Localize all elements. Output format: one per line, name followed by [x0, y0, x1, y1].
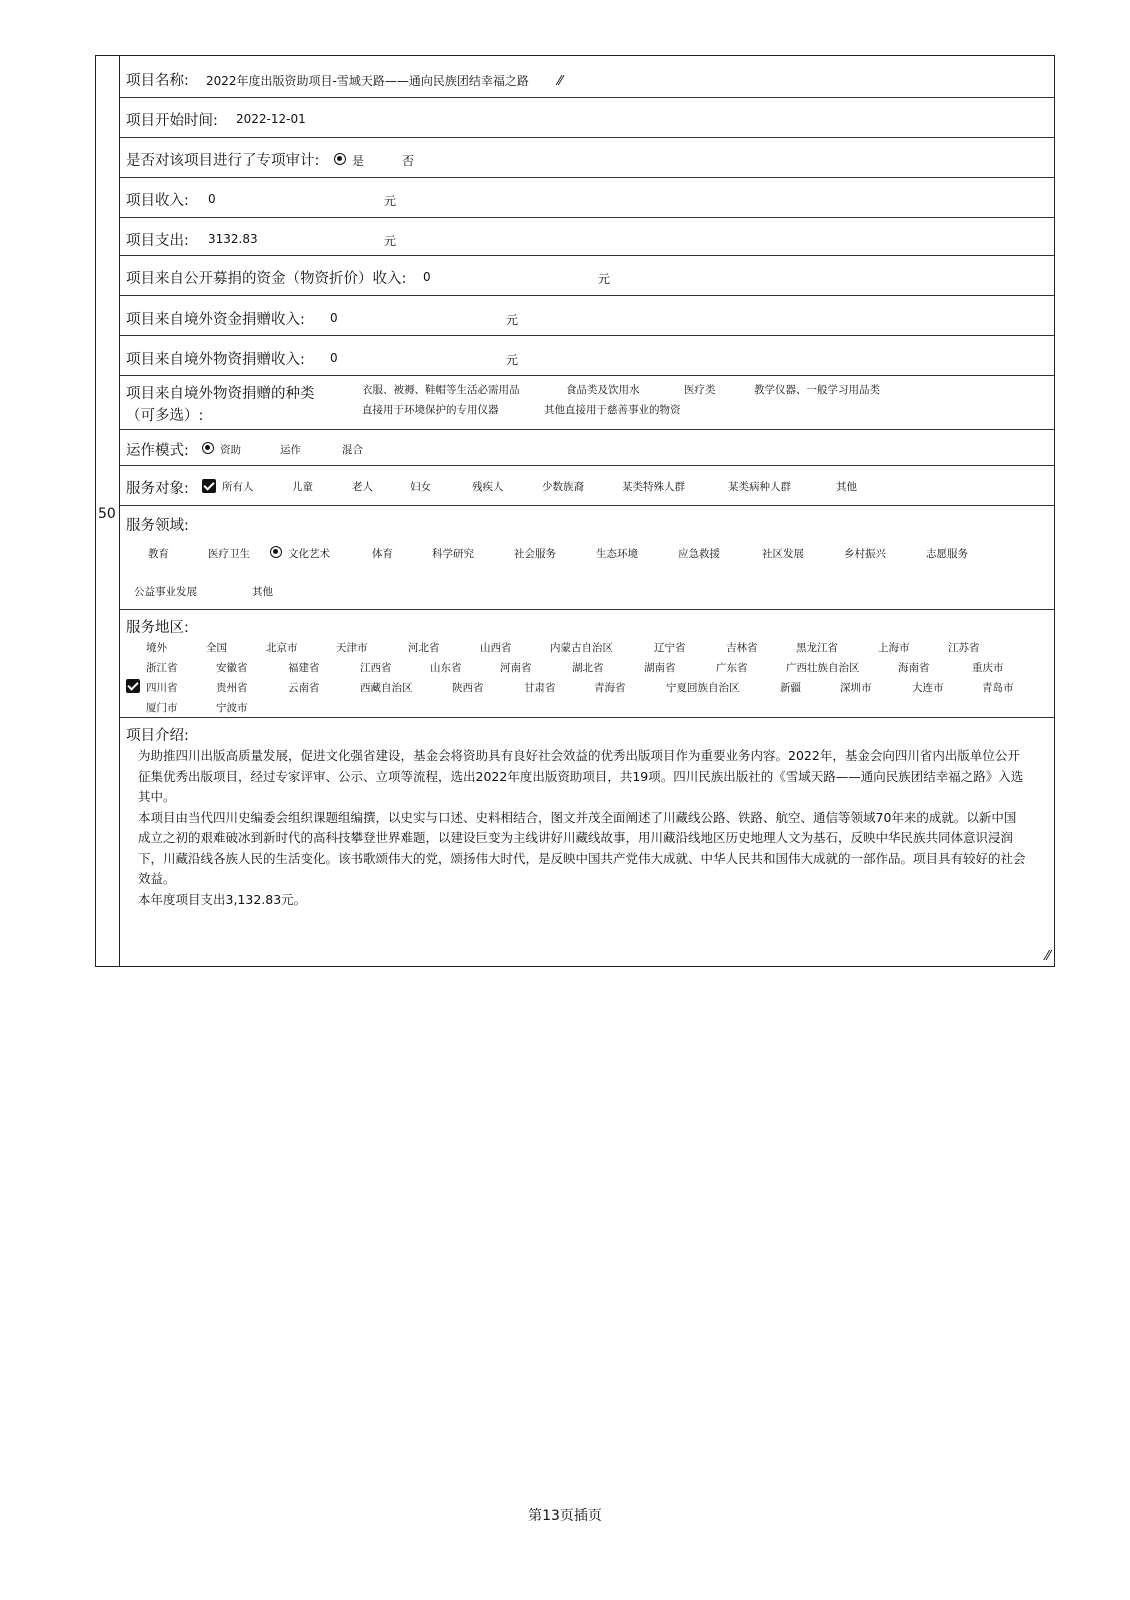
target-option-children[interactable]: 儿童 [292, 481, 313, 493]
region-option[interactable]: 广西壮族自治区 [786, 662, 860, 674]
region-option[interactable]: 湖北省 [572, 662, 604, 674]
region-option[interactable]: 重庆市 [972, 662, 1004, 674]
region-option[interactable]: 辽宁省 [654, 642, 686, 654]
start-time-value[interactable]: 2022-12-01 [236, 112, 306, 126]
goods-option-food[interactable]: 食品类及饮用水 [566, 384, 640, 396]
target-option-disease[interactable]: 某类病种人群 [728, 481, 791, 493]
region-option[interactable]: 甘肃省 [524, 682, 556, 694]
target-option-elderly[interactable]: 老人 [352, 481, 373, 493]
audit-yes-radio[interactable] [334, 153, 346, 165]
target-all-checkbox[interactable] [202, 479, 216, 493]
income-unit: 元 [384, 194, 397, 208]
region-option[interactable]: 上海市 [878, 642, 910, 654]
foreign-goods-row [120, 336, 1054, 376]
audit-no-label: 否 [402, 154, 415, 168]
field-culture-radio[interactable] [270, 546, 282, 558]
goods-types-sublabel: （可多选）: [126, 408, 204, 424]
foreign-goods-unit: 元 [506, 353, 519, 367]
foreign-fund-label: 项目来自境外资金捐赠收入: [126, 312, 305, 328]
mode-option-operate[interactable]: 运作 [280, 444, 301, 456]
field-option-science[interactable]: 科学研究 [432, 548, 474, 560]
region-option[interactable]: 山东省 [430, 662, 462, 674]
target-option-women[interactable]: 妇女 [410, 481, 431, 493]
foreign-goods-label: 项目来自境外物资捐赠收入: [126, 352, 305, 368]
goods-types-label: 项目来自境外物资捐赠的种类 [126, 386, 315, 402]
region-option[interactable]: 青岛市 [982, 682, 1014, 694]
resize-handle-icon[interactable]: ⁄⁄ [558, 74, 563, 89]
region-option[interactable]: 福建省 [288, 662, 320, 674]
field-option-volunteer[interactable]: 志愿服务 [926, 548, 968, 560]
expense-value[interactable]: 3132.83 [208, 232, 258, 246]
region-option[interactable]: 境外 [146, 642, 167, 654]
regions-row [120, 610, 1054, 718]
row-number-column [96, 56, 120, 966]
region-option[interactable]: 江西省 [360, 662, 392, 674]
region-option[interactable]: 安徽省 [216, 662, 248, 674]
intro-paragraph-1: 为助推四川出版高质量发展，促进文化强省建设，基金会将资助具有良好社会效益的优秀出版项目作为重要业务内容。2022年，基金会向四川省内出版单位公开征集优秀出版项目，经过专家评审、公示、立项等流程，选出2022年度出版资助项目，共19项。四川民族出版社的《雪域天路——通向民族团结幸福之路》入选其中。 [138, 748, 1024, 804]
field-option-culture: 文化艺术 [288, 548, 330, 560]
expense-label: 项目支出: [126, 233, 189, 249]
project-name-value[interactable]: 2022年度出版资助项目-雪域天路——通向民族团结幸福之路 [206, 74, 529, 88]
goods-option-teaching[interactable]: 教学仪器、一般学习用品类 [754, 384, 880, 396]
income-label: 项目收入: [126, 193, 189, 209]
field-option-education[interactable]: 教育 [148, 548, 169, 560]
mode-option-mixed[interactable]: 混合 [342, 444, 363, 456]
target-option-other[interactable]: 其他 [836, 481, 857, 493]
region-option[interactable]: 浙江省 [146, 662, 178, 674]
page-footer: 第13页插页 [528, 1508, 602, 1524]
region-option[interactable]: 河南省 [500, 662, 532, 674]
start-time-label: 项目开始时间: [126, 113, 218, 129]
mode-option-grant: 资助 [220, 444, 241, 456]
field-option-public-welfare[interactable]: 公益事业发展 [134, 586, 197, 598]
region-option[interactable]: 广东省 [716, 662, 748, 674]
foreign-goods-value[interactable]: 0 [330, 351, 338, 365]
field-option-other[interactable]: 其他 [252, 586, 273, 598]
project-form [95, 55, 1055, 967]
expense-row [120, 218, 1054, 256]
region-option[interactable]: 河北省 [408, 642, 440, 654]
audit-row [120, 138, 1054, 178]
goods-option-medical[interactable]: 医疗类 [684, 384, 716, 396]
field-option-sports[interactable]: 体育 [372, 548, 393, 560]
public-income-unit: 元 [598, 272, 611, 286]
goods-types-row [120, 376, 1054, 430]
foreign-fund-row [120, 296, 1054, 336]
region-option[interactable]: 西藏自治区 [360, 682, 413, 694]
intro-label: 项目介绍: [126, 728, 189, 744]
region-option[interactable]: 内蒙古自治区 [550, 642, 613, 654]
region-option[interactable]: 北京市 [266, 642, 298, 654]
public-income-row [120, 256, 1054, 296]
field-option-social[interactable]: 社会服务 [514, 548, 556, 560]
intro-text[interactable] [138, 746, 1028, 910]
fields-label: 服务领域: [126, 518, 189, 534]
intro-paragraph-2: 本项目由当代四川史编委会组织课题组编撰，以史实与口述、史料相结合，图文并茂全面阐述了川藏线公路、铁路、航空、通信等领域70年来的成就。以新中国成立之初的艰难破冰到新时代的高科技攀登世界难题，以建设巨变为主线讲好川藏线故事，用川藏沿线地区历史地理人文为基石，反映中华民族共同体意识浸润下，川藏沿线各族人民的生活变化。该书歌颂伟大的党，颂扬伟大时代，是反映中国共产党伟大成就、中华人民共和国伟大成就的一部作品。项目具有较好的社会效益。 [138, 809, 1026, 886]
regions-label: 服务地区: [126, 620, 189, 636]
region-option[interactable]: 深圳市 [840, 682, 872, 694]
region-option[interactable]: 贵州省 [216, 682, 248, 694]
audit-label: 是否对该项目进行了专项审计: [126, 153, 320, 169]
intro-row [120, 718, 1054, 968]
mode-row [120, 430, 1054, 466]
region-option[interactable]: 新疆 [780, 682, 801, 694]
region-option[interactable]: 大连市 [912, 682, 944, 694]
expense-unit: 元 [384, 234, 397, 248]
field-option-community[interactable]: 社区发展 [762, 548, 804, 560]
region-option[interactable]: 江苏省 [948, 642, 980, 654]
income-row [120, 178, 1054, 218]
region-option: 四川省 [146, 682, 178, 694]
target-option-disabled[interactable]: 残疾人 [472, 481, 504, 493]
form-content [120, 56, 1054, 966]
region-option[interactable]: 陕西省 [452, 682, 484, 694]
region-option[interactable]: 云南省 [288, 682, 320, 694]
foreign-fund-value[interactable]: 0 [330, 311, 338, 325]
targets-label: 服务对象: [126, 481, 189, 497]
region-option[interactable]: 湖南省 [644, 662, 676, 674]
start-time-row [120, 98, 1054, 138]
mode-grant-radio[interactable] [202, 442, 214, 454]
target-option-minorities[interactable]: 少数族裔 [542, 481, 584, 493]
region-option[interactable]: 海南省 [898, 662, 930, 674]
goods-option-environment[interactable]: 直接用于环境保护的专用仪器 [362, 404, 499, 416]
region-option[interactable]: 青海省 [594, 682, 626, 694]
foreign-fund-unit: 元 [506, 313, 519, 327]
region-option[interactable]: 天津市 [336, 642, 368, 654]
project-name-label: 项目名称: [126, 73, 189, 89]
income-value[interactable]: 0 [208, 192, 216, 206]
fields-row [120, 506, 1054, 610]
region-option[interactable]: 黑龙江省 [796, 642, 838, 654]
target-option-all: 所有人 [222, 481, 254, 493]
region-option[interactable]: 宁波市 [216, 702, 248, 714]
field-option-rural[interactable]: 乡村振兴 [844, 548, 886, 560]
goods-option-other-charity[interactable]: 其他直接用于慈善事业的物资 [544, 404, 681, 416]
project-name-row [120, 56, 1054, 98]
public-income-label: 项目来自公开募捐的资金（物资折价）收入: [126, 271, 407, 287]
field-option-emergency[interactable]: 应急救援 [678, 548, 720, 560]
goods-option-clothing[interactable]: 衣服、被褥、鞋帽等生活必需用品 [362, 384, 520, 396]
region-option[interactable]: 全国 [206, 642, 227, 654]
row-number: 50 [98, 506, 116, 522]
mode-label: 运作模式: [126, 443, 189, 459]
target-option-special[interactable]: 某类特殊人群 [622, 481, 685, 493]
field-option-ecology[interactable]: 生态环境 [596, 548, 638, 560]
field-option-medical[interactable]: 医疗卫生 [208, 548, 250, 560]
region-option[interactable]: 山西省 [480, 642, 512, 654]
resize-handle-icon[interactable]: ⁄⁄ [1045, 949, 1050, 964]
intro-paragraph-3: 本年度项目支出3,132.83元。 [138, 891, 307, 907]
audit-yes-label: 是 [352, 154, 365, 168]
region-option[interactable]: 宁夏回族自治区 [666, 682, 740, 694]
region-option[interactable]: 厦门市 [146, 702, 178, 714]
region-option[interactable]: 吉林省 [726, 642, 758, 654]
targets-row [120, 466, 1054, 506]
public-income-value[interactable]: 0 [423, 270, 431, 284]
region-sichuan-checkbox[interactable] [126, 679, 140, 693]
